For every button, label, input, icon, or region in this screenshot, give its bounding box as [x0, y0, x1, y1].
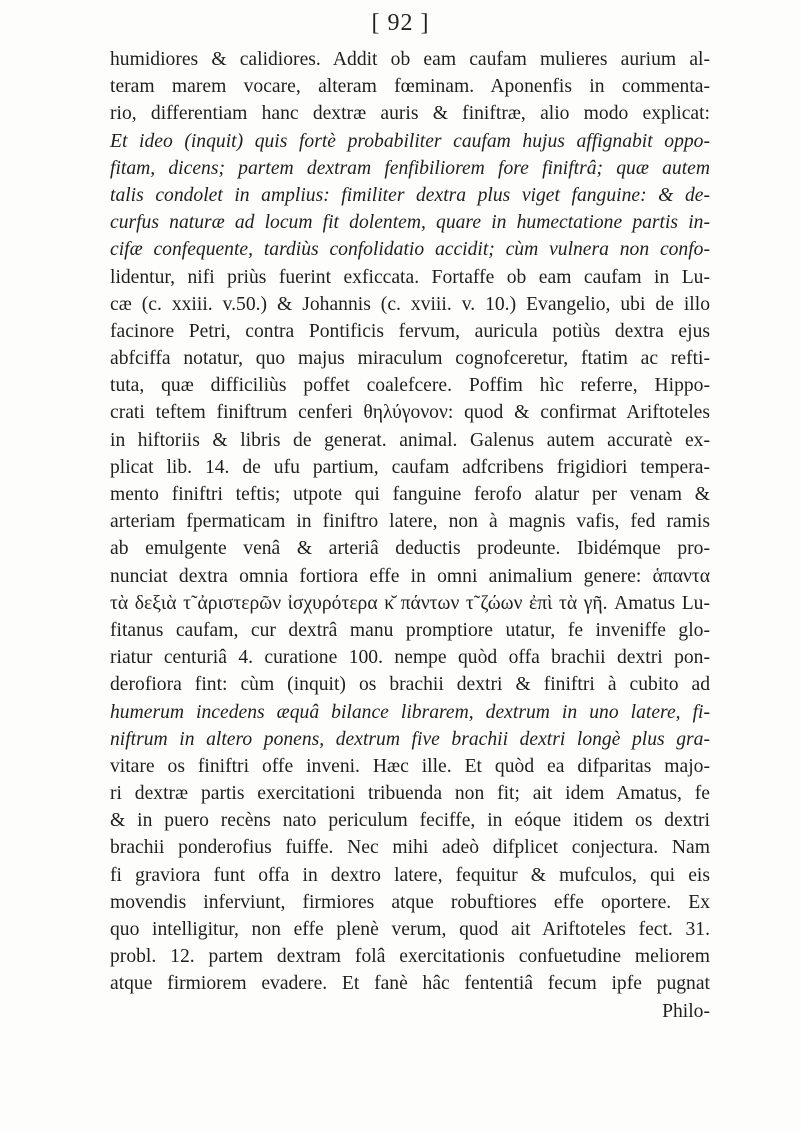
text-line: tuta, quæ difficiliùs poffet coalefcere. Poffim hìc referre, Hippo- — [110, 375, 710, 397]
text-line: plicat lib. 14. de ufu partium, caufam adfcribens frigidiori tempera- — [110, 456, 710, 478]
text-line: talis condolet in amplius: fimiliter dextra plus viget fanguine: & de- — [110, 184, 710, 206]
text-line: cifæ confequente, tardiùs confolidatio accidit; cùm vulnera non confo- — [110, 239, 710, 261]
text-line: Et ideo (inquit) quis fortè probabiliter caufam hujus affignabit oppo- — [110, 130, 710, 152]
text-line: teram marem vocare, alteram fœminam. Aponenfis in commenta- — [110, 76, 710, 98]
text-line: brachii ponderofius fuiffe. Nec mihi adeò difplicet conjectura. Nam — [110, 837, 710, 859]
text-line: fitam, dicens; partem dextram fenfibiliorem fore finiftrâ; quæ autem — [110, 157, 710, 179]
page-number: [ 92 ] — [371, 10, 430, 36]
text-line: curfus naturæ ad locum fit dolentem, quare in humectatione partis in- — [110, 212, 710, 234]
catchword: Philo- — [662, 1000, 710, 1022]
text-line: fitanus caufam, cur dextrâ manu promptiore utatur, fe inveniffe glo- — [110, 619, 710, 641]
text-line: atque firmiorem evadere. Et fanè hâc fententiâ fecum ipfe pugnat — [110, 973, 710, 995]
text-line: ab emulgente venâ & arteriâ deductis prodeunte. Ibidémque pro- — [110, 538, 710, 560]
text-line: crati teftem finiftrum cenferi θηλύγονον: quod & confirmat Ariftoteles — [110, 402, 710, 424]
text-line: & in puero recèns nato periculum feciffe, in eóque itidem os dextri — [110, 810, 710, 832]
text-line: mento finiftri teftis; utpote qui fanguine ferofo alatur per venam & — [110, 484, 710, 505]
text-line: fi graviora funt offa in dextro latere, fequitur & mufculos, qui eis — [110, 864, 710, 886]
text-line: rio, differentiam hanc dextræ auris & finiftræ, alio modo explicat: — [110, 103, 710, 125]
text-line: lidentur, nifi priùs fuerint exficcata. Fortaffe ob eam caufam in Lu- — [110, 266, 710, 288]
text-line: arteriam fpermaticam in finiftro latere, non à magnis vafis, fed ramis — [110, 511, 710, 533]
body-text — [110, 46, 710, 1025]
text-line: ri dextræ partis exercitationi tribuenda non fit; ait idem Amatus, fe — [110, 783, 710, 805]
text-line: nunciat dextra omnia fortiora effe in omni animalium genere: ἁπαντα — [110, 565, 710, 587]
text-line: niftrum in altero ponens, dextrum five brachii dextri longè plus gra- — [110, 728, 710, 750]
text-line: humerum incedens æquâ bilance librarem, dextrum in uno latere, fi- — [110, 701, 710, 723]
text-line: τὰ δεξιὰ τ̃ ἀριστερῶν ἰσχυρότερα κ̆ πάντων τ̃ ζώων ἐπὶ τὰ γῆ. Amatus Lu- — [110, 592, 710, 614]
text-line: riatur centuriâ 4. curatione 100. nempe quòd offa brachii dextri pon- — [110, 647, 710, 669]
text-line: derofiora fint: cùm (inquit) os brachii dextri & finiftri à cubito ad — [110, 674, 710, 696]
text-line: vitare os finiftri offe inveni. Hæc ille. Et quòd ea difparitas majo- — [110, 755, 710, 777]
text-line: abfciffa notatur, quo majus miraculum cognofceretur, ftatim ac refti- — [110, 348, 710, 370]
text-line: movendis inferviunt, firmiores atque robuftiores effe oportere. Ex — [110, 891, 710, 913]
text-line: cæ (c. xxiii. v.50.) & Johannis (c. xviii. v. 10.) Evangelio, ubi de illo — [110, 293, 710, 315]
text-line: in hiftoriis & libris de generat. animal. Galenus autem accuratè ex- — [110, 429, 710, 451]
text-line: probl. 12. partem dextram folâ exercitationis confuetudine meliorem — [110, 946, 710, 968]
text-line: humidiores & calidiores. Addit ob eam caufam mulieres aurium al- — [110, 49, 710, 70]
text-line: quo intelligitur, non effe plenè verum, quod ait Ariftoteles fect. 31. — [110, 919, 710, 940]
text-line: facinore Petri, contra Pontificis fervum, auricula potiùs dextra ejus — [110, 320, 710, 342]
